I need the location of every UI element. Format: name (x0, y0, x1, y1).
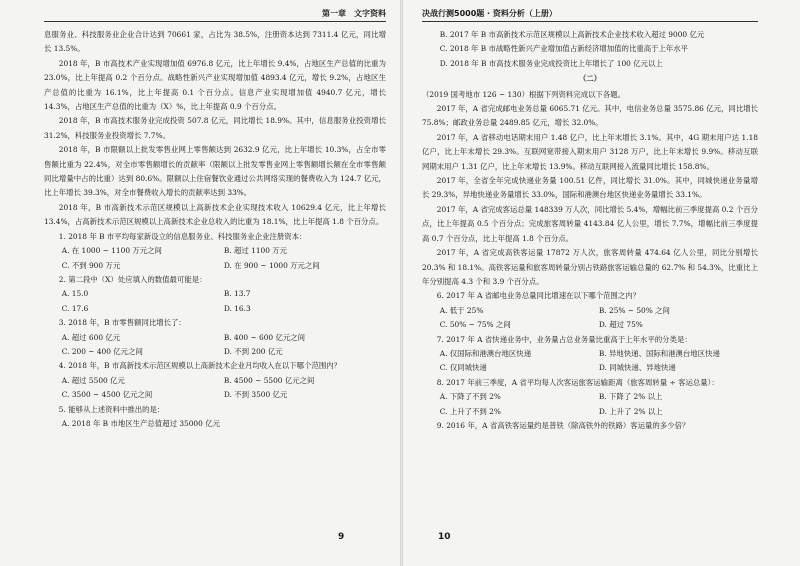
option-b[interactable]: B. 13.7 (223, 289, 251, 299)
paragraph: 2017 年，A 省完成高铁客运量 17872 万人次，旅客周转量 474.64 亿人公里，同比分别增长 20.3% 和 18.1%。高铁客运量和旅客周转量分别占铁路旅客运输总量的 62.7% 和 54.3%，比重比上年分别提高 4.3 个和 3.9 个百分点。 (422, 248, 758, 286)
option-a[interactable]: A. 超过 5500 亿元 (61, 375, 125, 385)
question-stem: 5. 能够从上述资料中推出的是： (58, 404, 165, 414)
option-b[interactable]: B. 400 ~ 600 亿元之间 (223, 332, 306, 342)
question-2 (44, 273, 386, 316)
question-8 (422, 376, 758, 419)
paragraph: 2018 年，B 市高新技术示范区规模以上高新技术企业实现技术收入 10629.4 亿元，比上年增长 13.4%，占高新技术示范区规模以上高新技术企业总收入的比重为 18.1%，比上年提高 1.8 个百分点。 (44, 202, 386, 227)
option-c[interactable]: C. 仅同城快递 (439, 363, 487, 373)
option-b[interactable]: B. 4500 ~ 5500 亿元之间 (223, 375, 315, 385)
option-grid (44, 244, 386, 273)
option-d[interactable]: D. 不到 3500 亿元 (223, 390, 288, 400)
option-b[interactable]: B. 超过 1100 万元 (223, 246, 288, 256)
question-stem: 2. 第二段中（X）处应填入的数值最可能是： (58, 274, 207, 284)
paragraph: 2018 年，B 市限额以上批发零售业网上零售额达到 2632.9 亿元，比上年增长 10.3%，占全市零售额比重为 22.4%，对全市零售额增长的贡献率（限额以上批发零售业网上零售额增长额在全市零售额同比增量中占的比重）达到 80.6%。限额以上住宿餐饮业通过公共网络实现的餐费收入为 124.7 亿元，比上年增长 39.3%，对全市餐费收入增长的贡献率达到 33%。 (44, 145, 386, 198)
question-stem: 3. 2018 年，B 市零售额同比增长了： (58, 318, 186, 328)
option-a[interactable]: A. 超过 600 亿元 (61, 332, 121, 342)
chapter-title: 第一章 文字资料 (322, 9, 386, 18)
paragraph: 息服务业、科技服务业企业合计达到 70661 家，占比为 38.5%，注册资本达到 7311.4 亿元，同比增长 13.5%。 (44, 30, 386, 54)
option-grid (422, 390, 758, 419)
option-a[interactable]: A. 15.0 (61, 289, 89, 299)
option-d[interactable]: D. 不到 200 亿元 (223, 346, 283, 356)
question-9 (422, 419, 758, 433)
right-page-body (422, 28, 758, 433)
question-stem: 8. 2017 年前三季度，A 省平均每人次客运旅客运输距离（旅客周转量 ÷ 客运总量）： (436, 377, 719, 387)
option-b[interactable]: B. 2017 年 B 市高新技术示范区规模以上高新技术企业技术收入超过 9000 亿元 (439, 30, 705, 39)
option-a[interactable]: A. 2018 年 B 市地区生产总值超过 35000 亿元 (61, 418, 220, 428)
paragraph: 2018 年，B 市高技术产业实现增加值 6976.8 亿元，比上年增长 9.4%，占地区生产总值的比重为 23.0%，比上年提高 0.2 个百分点。战略性新兴产业实现增加值 4893.4 亿元，增长 9.2%，占地区生产总值的比重为 16.1%，比上年提高 0.1 个百分点。信息产业实现增加值 4940.7 亿元，增长 14.3%，占地区生产总值的比重为（X）%，比上年提高 0.9 个百分点。 (44, 58, 386, 112)
question-6 (422, 289, 758, 332)
option-c[interactable]: C. 不到 900 万元 (61, 260, 121, 270)
option-d[interactable]: D. 2018 年 B 市高技术服务业完成投资比上年增长了 100 亿元以上 (439, 58, 663, 68)
option-grid (44, 374, 386, 403)
question-1 (44, 230, 386, 273)
left-page-body (44, 28, 386, 431)
option-b[interactable]: B. 25% ~ 50% 之间 (598, 305, 670, 315)
question-stem: 4. 2018 年，B 市高新技术示范区规模以上高新技术企业月均收入在以下哪个范围内？ (58, 361, 342, 371)
paragraph: 2018 年，B 市高技术服务业完成投资 507.8 亿元，同比增长 18.9%。其中，信息服务业投资增长 31.2%，科技服务业投资增长 7.7%。 (44, 116, 386, 140)
question-stem: 7. 2017 年 A 省快递业务中，业务量占总业务量比重高于上年水平的分类是： (436, 334, 692, 344)
question-4 (44, 359, 386, 402)
option-b[interactable]: B. 异地快递、国际和港澳台地区快递 (598, 348, 720, 358)
option-c[interactable]: C. 3500 ~ 4500 亿元之间 (61, 390, 153, 400)
option-grid (422, 347, 758, 376)
paragraph: 2017 年，A 省移动电话期末用户 1.48 亿户，比上年末增长 3.1%。其中，4G 期末用户达 1.18 亿户，比上年末增长 29.3%。互联网宽带接入期末用户 3128 万户，比上年末增长 9.9%。移动互联网期末用户 1.31 亿户，比上年末增长 13.9%。移动互联网接入流量同比增长 158.8%。 (422, 132, 758, 171)
question-3 (44, 316, 386, 359)
book-title: 决战行测5000题 · 资料分析（上册） (422, 9, 557, 18)
paragraph: 2017 年，A 省完成邮电业务总量 6065.71 亿元。其中，电信业务总量 3575.86 亿元，同比增长 75.8%；邮政业务总量 2489.85 亿元，增长 32.0%。 (422, 104, 758, 128)
option-c[interactable]: C. 17.6 (61, 303, 89, 313)
option-c[interactable]: C. 上升了不到 2% (439, 406, 501, 416)
option-b[interactable]: B. 下降了 2% 以上 (598, 392, 663, 402)
section-intro: （2019 国考地市 126 ~ 130）根据下列资料完成以下各题。 (422, 89, 626, 99)
question-7 (422, 333, 758, 376)
question-5 (44, 403, 386, 432)
option-a[interactable]: A. 下降了不到 2% (439, 392, 501, 402)
option-c[interactable]: C. 50% ~ 75% 之间 (439, 320, 511, 330)
question-stem: 6. 2017 年 A 省邮电业务总量同比增速在以下哪个范围之内？ (436, 291, 640, 301)
option-d[interactable]: D. 超过 75% (598, 320, 643, 330)
section-title: （二） (578, 74, 602, 84)
page-number: 9 (338, 532, 345, 542)
option-c[interactable]: C. 2018 年 B 市战略性新兴产业增加值占新经济增加值的比重高于上年水平 (439, 44, 689, 54)
option-grid (422, 304, 758, 333)
option-d[interactable]: D. 同城快递、异地快递 (598, 363, 676, 373)
paragraph: 2017 年，全省全年完成快递业务量 100.51 亿件，同比增长 31.0%。其中，同城快递业务量增长 29.3%，异地快递业务量增长 33.0%，国际和港澳台地区快递业务量增长 33.1%。 (422, 176, 758, 200)
option-grid (44, 331, 386, 360)
option-d[interactable]: D. 16.3 (223, 303, 251, 313)
option-c[interactable]: C. 200 ~ 400 亿元之间 (61, 346, 143, 356)
option-a[interactable]: A. 仅国际和港澳台地区快递 (439, 348, 532, 358)
option-a[interactable]: A. 在 1000 ~ 1100 万元之间 (61, 246, 162, 256)
option-d[interactable]: D. 上升了 2% 以上 (598, 406, 663, 416)
question-stem: 1. 2018 年 B 市平均每家新设立的信息服务业、科技服务业企业注册资本： (58, 231, 307, 241)
option-grid (44, 287, 386, 316)
page-number: 10 (438, 532, 451, 542)
question-stem: 9. 2016 年，A 省高铁客运量约是普铁（除高铁外的铁路）客运量的多少倍？ (436, 420, 690, 430)
option-d[interactable]: D. 在 900 ~ 1000 万元之间 (223, 260, 320, 270)
option-a[interactable]: A. 低于 25% (439, 305, 484, 315)
paragraph: 2017 年，A 省完成客运总量 148339 万人次，同比增长 5.4%，增幅比前三季度提高 0.2 个百分点，比上年提高 0.5 个百分点；完成旅客周转量 4143.84 亿人公里，增长 7.7%，增幅比前三季度提高 0.7 个百分点，比上年提高 1.8 个百分点。 (422, 204, 758, 243)
right-page (402, 0, 800, 566)
